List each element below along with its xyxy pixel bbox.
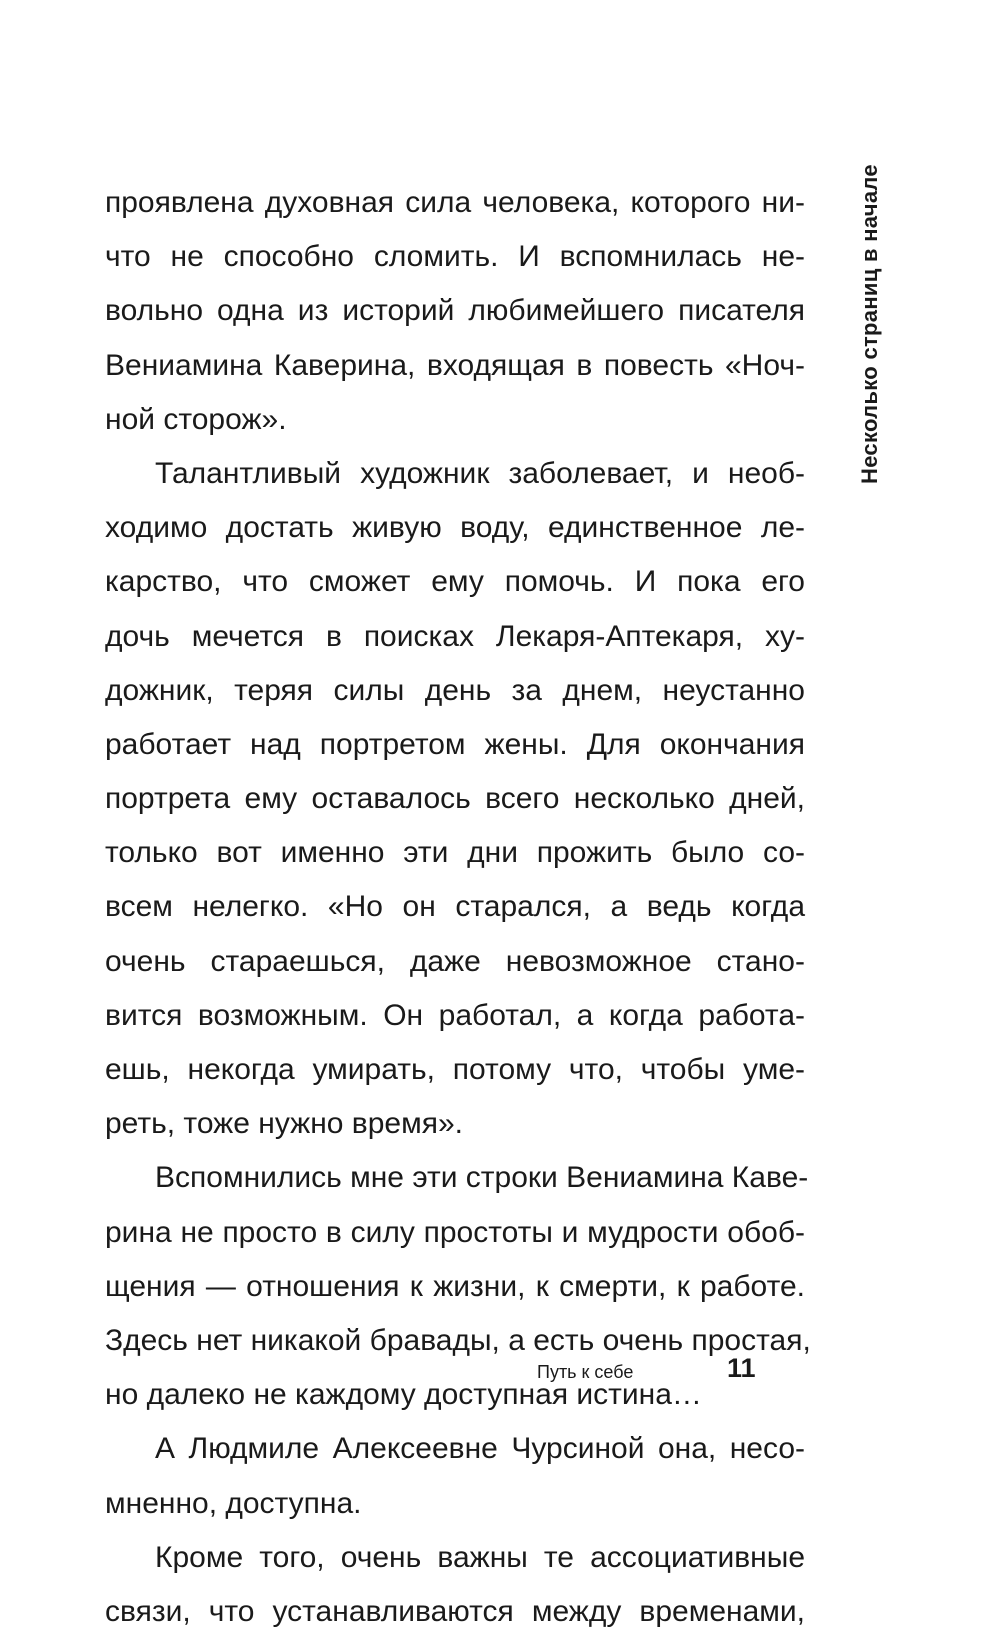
text-line: дочь мечется в поисках Лекаря-Аптекаря, ху- (105, 619, 805, 653)
text-line: портрета ему оставалось всего несколько дней, (105, 782, 805, 816)
text-line: но далеко не каждому доступная истина… (105, 1378, 702, 1412)
text-line: Кроме того, очень важны те ассоциативные (155, 1540, 805, 1574)
text-line: вится возможным. Он работал, а когда работа- (105, 998, 805, 1032)
text-line: Талантливый художник заболевает, и необ- (155, 456, 805, 490)
text-line: ешь, некогда умирать, потому что, чтобы уме- (105, 1053, 805, 1086)
text-line: Вспомнились мне эти строки Вениамина Каве- (155, 1161, 809, 1195)
text-line: Здесь нет никакой бравады, а есть очень простая, (105, 1323, 811, 1357)
text-line: вольно одна из историй любимейшего писателя (105, 294, 805, 328)
page-number: 11 (727, 1353, 756, 1383)
text-line: работает над портретом жены. Для окончания (105, 727, 805, 761)
footer-book-title: Путь к себе (537, 1362, 634, 1382)
text-line: Вениамина Каверина, входящая в повесть «Ноч- (105, 348, 805, 382)
body-text (105, 176, 811, 1639)
text-line: щения — отношения к жизни, к смерти, к работе. (105, 1269, 805, 1303)
text-line: реть, тоже нужно время». (105, 1107, 464, 1141)
text-line: ходимо достать живую воду, единственное ле- (105, 511, 805, 545)
text-line: карство, что сможет ему помочь. И пока его (105, 565, 805, 599)
text-line: что не способно сломить. И вспомнилась не- (105, 240, 805, 274)
text-line: А Людмиле Алексеевне Чурсиной она, несо- (155, 1432, 805, 1466)
text-line: всем нелегко. «Но он старался, а ведь когда (105, 890, 805, 924)
text-line: мненно, доступна. (105, 1486, 362, 1520)
text-line: ной сторож». (105, 402, 287, 436)
text-line: проявлена духовная сила человека, которого ни- (105, 186, 805, 219)
text-line: только вот именно эти дни прожить было со- (105, 836, 805, 870)
running-head: Несколько страниц в начале (857, 164, 882, 484)
text-line: рина не просто в силу простоты и мудрости обоб- (105, 1215, 805, 1249)
text-line: связи, что устанавливаются между временами, (105, 1594, 805, 1628)
text-line: очень стараешься, даже невозможное стано- (105, 944, 805, 978)
text-line: дожник, теряя силы день за днем, неустанно (105, 673, 805, 707)
